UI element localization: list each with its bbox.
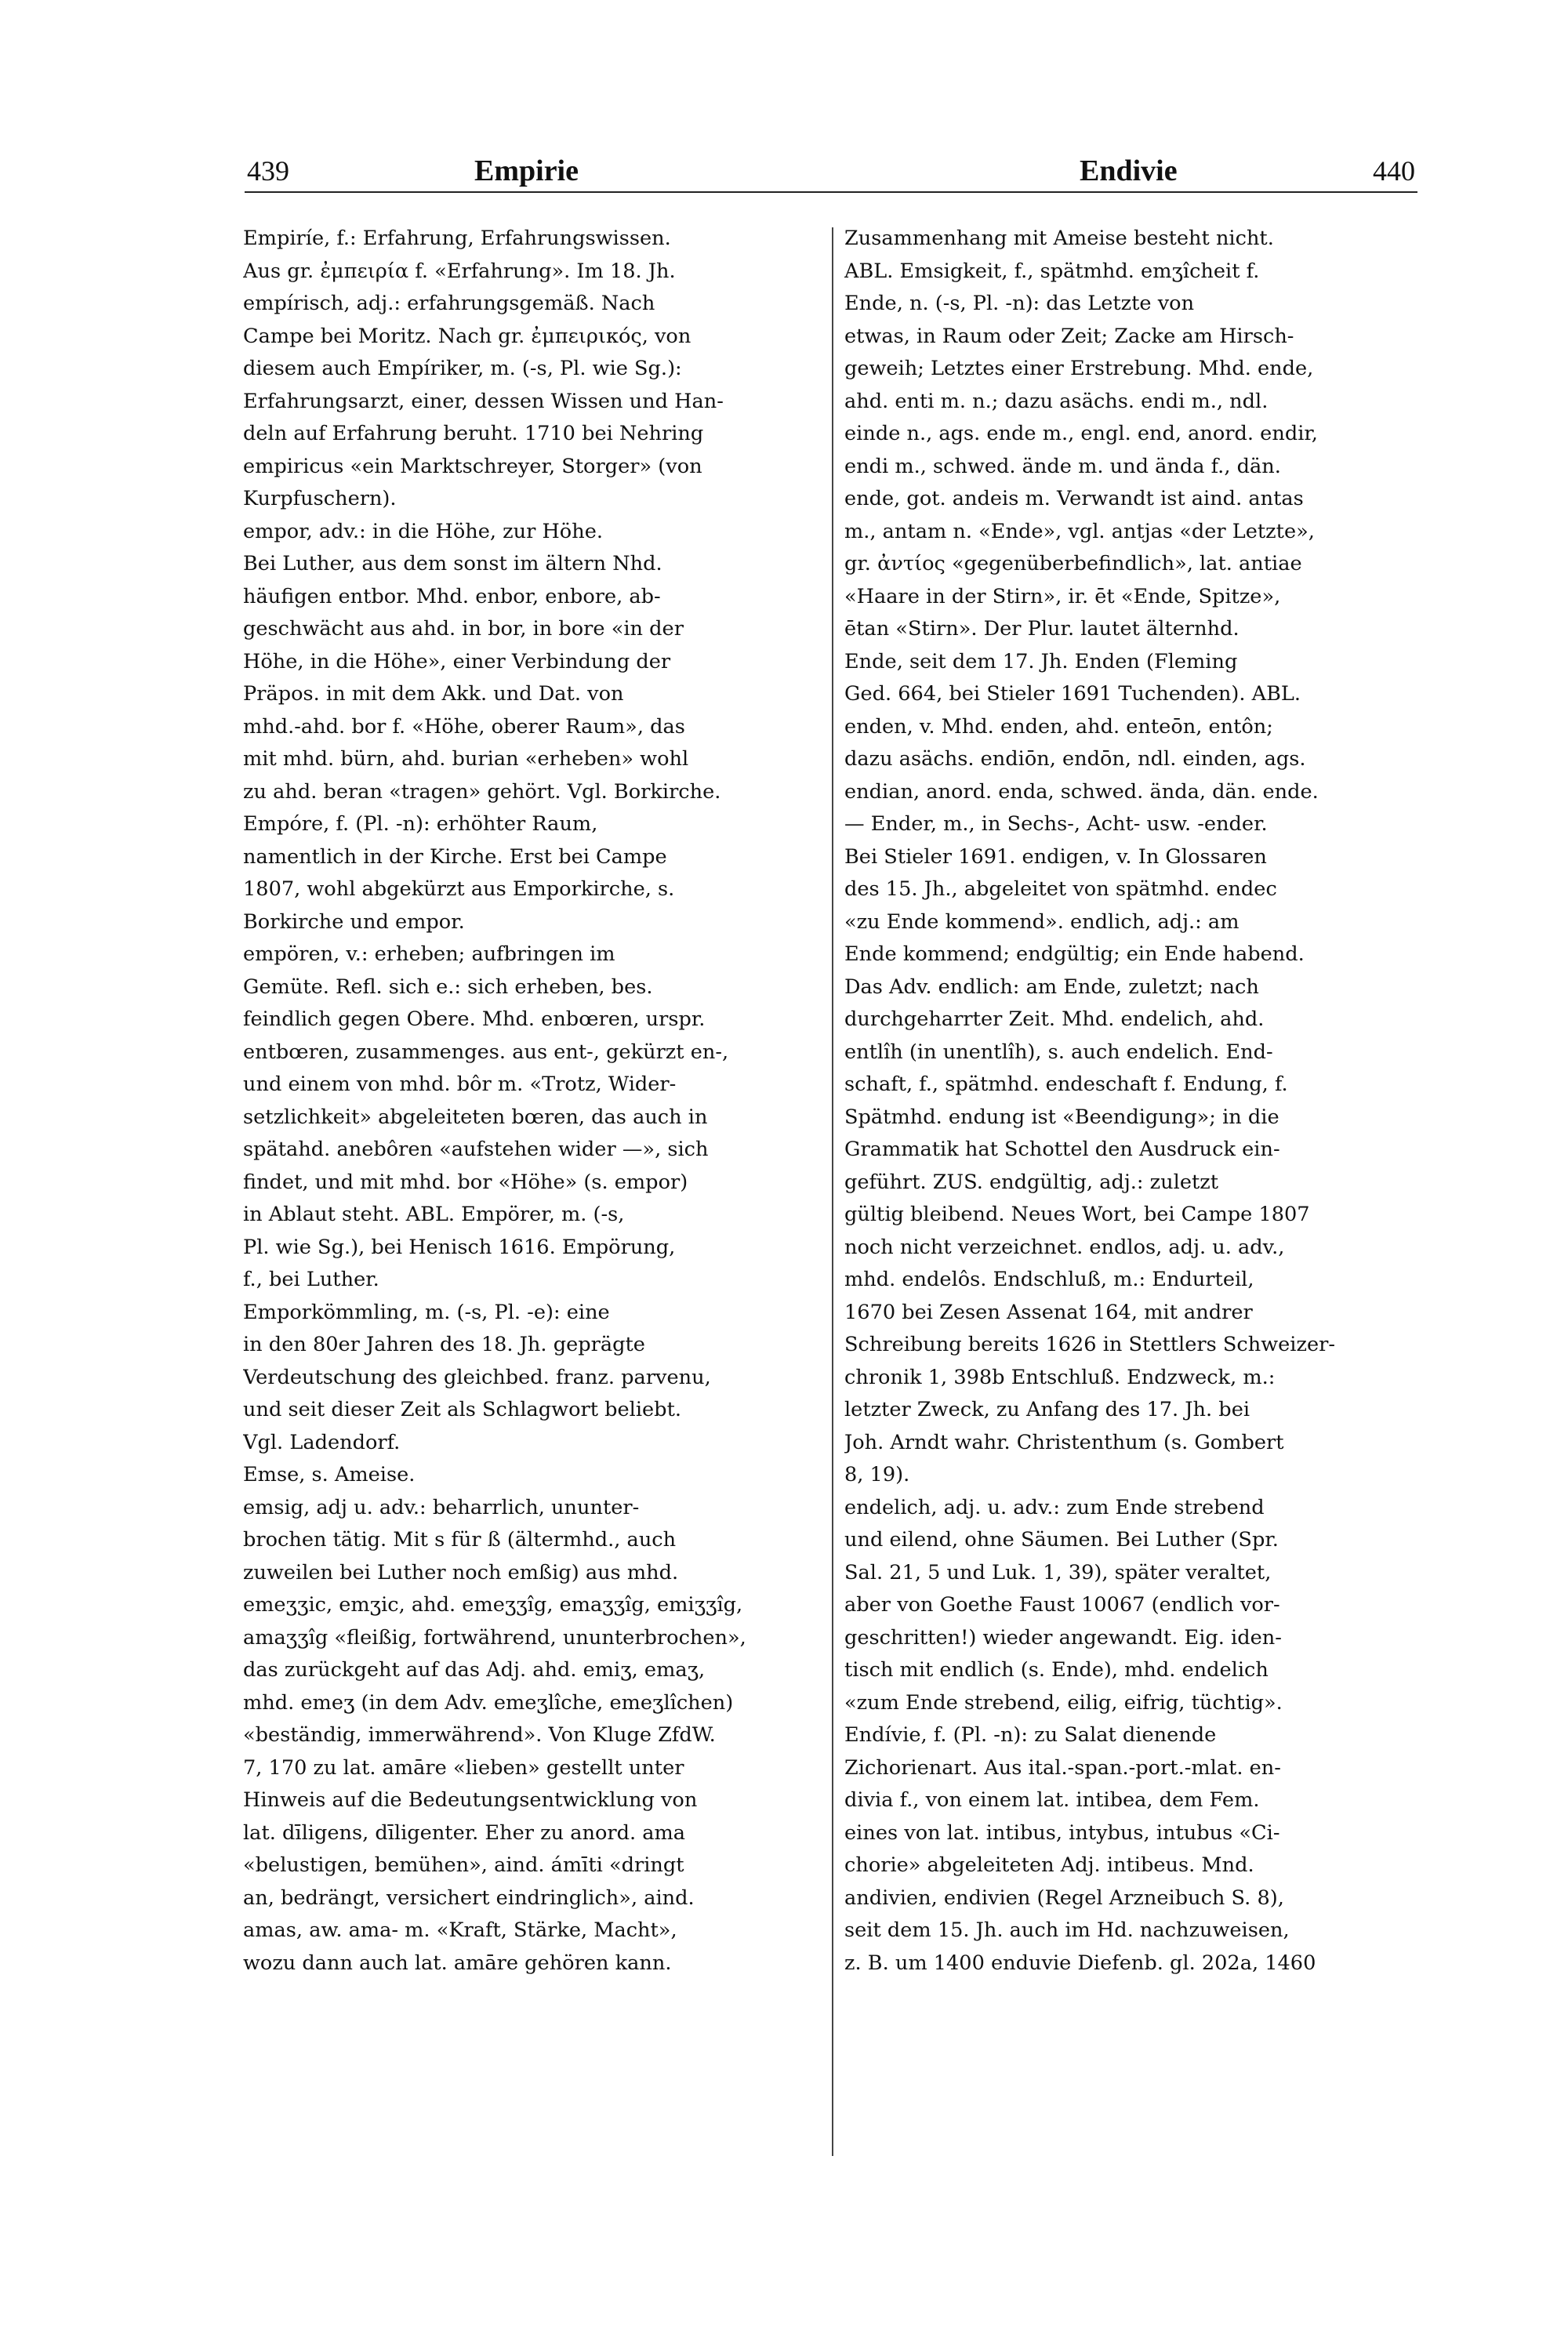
text-line: 7, 170 zu lat. amāre «lieben» gestellt unter bbox=[243, 1755, 684, 1780]
text-line: zu ahd. beran «tragen» gehört. Vgl. Borkirche. bbox=[243, 779, 721, 804]
text-line: endelich, adj. u. adv.: zum Ende strebend bbox=[844, 1495, 1265, 1519]
left-column bbox=[243, 223, 823, 1980]
text-line: Bei Luther, aus dem sonst im ältern Nhd. bbox=[243, 552, 662, 575]
text-line: feindlich gegen Obere. Mhd. enbœren, urspr. bbox=[243, 1007, 706, 1031]
text-line: Ende, seit dem 17. Jh. Enden (Fleming bbox=[844, 649, 1238, 673]
text-line: gültig bleibend. Neues Wort, bei Campe 1807 bbox=[844, 1203, 1310, 1226]
text-line: Zichorienart. Aus ital.-span.-port.-mlat. en- bbox=[844, 1755, 1281, 1780]
text-line: eines von lat. intibus, intybus, intubus «Ci- bbox=[844, 1820, 1280, 1845]
text-line: letzter Zweck, zu Anfang des 17. Jh. bei bbox=[844, 1398, 1250, 1421]
text-line: Aus gr. ἐμπειρία f. «Erfahrung». Im 18. Jh. bbox=[243, 259, 676, 283]
text-line: empiricus «ein Marktschreyer, Storger» (von bbox=[243, 454, 702, 478]
text-line: enden, v. Mhd. enden, ahd. enteōn, entôn; bbox=[844, 714, 1273, 739]
text-line: brochen tätig. Mit s für ß (ältermhd., auch bbox=[243, 1528, 677, 1552]
running-headword-left: Empirie bbox=[474, 154, 579, 187]
text-line: setzlichkeit» abgeleiteten bœren, das auch in bbox=[243, 1105, 708, 1129]
text-line: Ende kommend; endgültig; ein Ende habend. bbox=[844, 942, 1305, 966]
text-line: deln auf Erfahrung beruht. 1710 bei Nehring bbox=[243, 422, 704, 445]
right-column bbox=[844, 223, 1415, 1980]
text-line: 1807, wohl abgekürzt aus Emporkirche, s. bbox=[243, 877, 675, 901]
text-line: — Ender, m., in Sechs-, Acht- usw. -ender. bbox=[844, 812, 1268, 836]
text-line: Joh. Arndt wahr. Christenthum (s. Gombert bbox=[844, 1430, 1284, 1454]
text-line: Bei Stieler 1691. endigen, v. In Glossaren bbox=[844, 844, 1267, 869]
text-line: 8, 19). bbox=[844, 1463, 910, 1486]
text-line: lat. dīligens, dīligenter. Eher zu anord. ama bbox=[243, 1820, 686, 1845]
text-line: findet, und mit mhd. bor «Höhe» (s. empor) bbox=[243, 1170, 688, 1194]
text-line: mhd. emeʒ (in dem Adv. emeʒlîche, emeʒlîchen) bbox=[243, 1690, 734, 1715]
page-number-left: 439 bbox=[247, 155, 289, 187]
text-line: und seit dieser Zeit als Schlagwort beliebt. bbox=[243, 1398, 681, 1421]
text-line: des 15. Jh., abgeleitet von spätmhd. endec bbox=[844, 877, 1277, 901]
text-line: «zum Ende strebend, eilig, eifrig, tüchtig». bbox=[844, 1690, 1283, 1715]
text-line: ahd. enti m. n.; dazu asächs. endi m., ndl. bbox=[844, 389, 1269, 413]
text-line: Empiríe, f.: Erfahrung, Erfahrungswissen. bbox=[243, 227, 671, 250]
page-number-right: 440 bbox=[1373, 155, 1415, 187]
text-line: Endívie, f. (Pl. -n): zu Salat dienende bbox=[844, 1723, 1217, 1747]
text-line: Ende, n. (-s, Pl. -n): das Letzte von bbox=[844, 292, 1195, 315]
text-line: «zu Ende kommend». endlich, adj.: am bbox=[844, 909, 1240, 934]
text-line: wozu dann auch lat. amāre gehören kann. bbox=[243, 1951, 672, 1975]
text-line: diesem auch Empíriker, m. (-s, Pl. wie Sg.): bbox=[243, 357, 682, 380]
text-line: Emse, s. Ameise. bbox=[243, 1463, 416, 1486]
text-line: mit mhd. bürn, ahd. burian «erheben» wohl bbox=[243, 747, 689, 771]
text-line: tisch mit endlich (s. Ende), mhd. endelich bbox=[844, 1658, 1269, 1682]
text-line: an, bedrängt, versichert eindringlich», aind. bbox=[243, 1886, 695, 1910]
text-line: Spätmhd. endung ist «Beendigung»; in die bbox=[844, 1105, 1279, 1129]
text-line: empören, v.: erheben; aufbringen im bbox=[243, 942, 615, 966]
running-headword-right: Endivie bbox=[1080, 154, 1178, 187]
text-line: Das Adv. endlich: am Ende, zuletzt; nach bbox=[844, 975, 1259, 999]
text-line: Verdeutschung des gleichbed. franz. parvenu, bbox=[243, 1365, 711, 1389]
text-line: chronik 1, 398b Entschluß. Endzweck, m.: bbox=[844, 1365, 1276, 1389]
text-line: dazu asächs. endiōn, endōn, ndl. einden, ags. bbox=[844, 747, 1306, 771]
text-line: in den 80er Jahren des 18. Jh. geprägte bbox=[243, 1333, 645, 1356]
text-line: aber von Goethe Faust 10067 (endlich vor- bbox=[844, 1593, 1280, 1617]
text-line: «beständig, immerwährend». Von Kluge ZfdW. bbox=[243, 1723, 716, 1747]
text-line: Zusammenhang mit Ameise besteht nicht. bbox=[844, 227, 1274, 250]
text-line: amas, aw. ama- m. «Kraft, Stärke, Macht», bbox=[243, 1918, 677, 1942]
text-line: ABL. Emsigkeit, f., spätmhd. emʒîcheit f. bbox=[844, 259, 1260, 283]
text-line: zuweilen bei Luther noch emßig) aus mhd. bbox=[243, 1560, 679, 1584]
text-line: in Ablaut steht. ABL. Empörer, m. (-s, bbox=[243, 1203, 625, 1226]
text-line: geweih; Letztes einer Erstrebung. Mhd. ende, bbox=[844, 357, 1314, 380]
text-line: spätahd. anebôren «aufstehen wider —», sich bbox=[243, 1138, 709, 1161]
text-line: Schreibung bereits 1626 in Stettlers Schweizer- bbox=[844, 1333, 1335, 1356]
text-line: Campe bei Moritz. Nach gr. ἐμπειρικός, von bbox=[243, 324, 691, 348]
text-line: einde n., ags. ende m., engl. end, anord. endir, bbox=[844, 422, 1318, 445]
text-line: Pl. wie Sg.), bei Henisch 1616. Empörung, bbox=[243, 1235, 676, 1259]
text-line: endian, anord. enda, schwed. ända, dän. ende. bbox=[844, 779, 1319, 804]
text-line: gr. ἀντίος «gegenüberbefindlich», lat. antiae bbox=[844, 552, 1302, 575]
text-line: das zurückgeht auf das Adj. ahd. emiʒ, emaʒ, bbox=[243, 1658, 706, 1682]
text-line: ende, got. andeis m. Verwandt ist aind. antas bbox=[844, 487, 1304, 510]
text-line: emsig, adj u. adv.: beharrlich, ununter- bbox=[243, 1495, 640, 1519]
text-line: geschritten!) wieder angewandt. Eig. iden- bbox=[844, 1625, 1282, 1650]
header-rule bbox=[245, 191, 1417, 193]
text-line: «belustigen, bemühen», aind. ámīti «dringt bbox=[243, 1853, 684, 1877]
text-line: etwas, in Raum oder Zeit; Zacke am Hirsch- bbox=[844, 324, 1294, 348]
text-line: emeʒʒic, emʒic, ahd. emeʒʒîg, emaʒʒîg, emiʒʒîg, bbox=[243, 1593, 743, 1617]
text-line: Höhe, in die Höhe», einer Verbindung der bbox=[243, 649, 671, 673]
text-line: und eilend, ohne Säumen. Bei Luther (Spr. bbox=[844, 1528, 1279, 1552]
text-line: noch nicht verzeichnet. endlos, adj. u. adv., bbox=[844, 1235, 1285, 1259]
text-line: Emporkömmling, m. (-s, Pl. -e): eine bbox=[243, 1300, 610, 1324]
text-line: namentlich in der Kirche. Erst bei Campe bbox=[243, 844, 667, 869]
text-line: ētan «Stirn». Der Plur. lautet älternhd. bbox=[844, 617, 1240, 641]
text-line: schaft, f., spätmhd. endeschaft f. Endung, f. bbox=[844, 1073, 1288, 1096]
text-line: Empóre, f. (Pl. -n): erhöhter Raum, bbox=[243, 812, 598, 836]
text-line: Sal. 21, 5 und Luk. 1, 39), später veraltet, bbox=[844, 1560, 1272, 1584]
text-line: Ged. 664, bei Stieler 1691 Tuchenden). ABL. bbox=[844, 682, 1301, 706]
text-line: Vgl. Ladendorf. bbox=[243, 1430, 401, 1454]
text-line: «Haare in der Stirn», ir. ēt «Ende, Spitze», bbox=[844, 584, 1281, 608]
text-line: mhd.-ahd. bor f. «Höhe, oberer Raum», das bbox=[243, 714, 685, 739]
text-line: entlîh (in unentlîh), s. auch endelich. End- bbox=[844, 1040, 1273, 1064]
text-line: und einem von mhd. bôr m. «Trotz, Wider- bbox=[243, 1073, 677, 1096]
text-line: f., bei Luther. bbox=[243, 1268, 379, 1291]
text-line: 1670 bei Zesen Assenat 164, mit andrer bbox=[844, 1300, 1253, 1324]
text-line: m., antam n. «Ende», vgl. antjas «der Letzte», bbox=[844, 519, 1315, 543]
text-line: Hinweis auf die Bedeutungsentwicklung von bbox=[243, 1788, 698, 1812]
text-line: mhd. endelôs. Endschluß, m.: Endurteil, bbox=[844, 1268, 1254, 1291]
text-line: häufigen entbor. Mhd. enbor, enbore, ab- bbox=[243, 584, 661, 608]
text-line: seit dem 15. Jh. auch im Hd. nachzuweisen, bbox=[844, 1918, 1290, 1942]
text-line: Präpos. in mit dem Akk. und Dat. von bbox=[243, 682, 624, 706]
running-header bbox=[247, 154, 1415, 188]
text-line: Grammatik hat Schottel den Ausdruck ein- bbox=[844, 1138, 1280, 1161]
text-line: Erfahrungsarzt, einer, dessen Wissen und Han- bbox=[243, 389, 724, 413]
text-line: z. B. um 1400 enduvie Diefenb. gl. 202a, 1460 bbox=[844, 1951, 1316, 1975]
text-line: amaʒʒîg «fleißig, fortwährend, ununterbrochen», bbox=[243, 1625, 746, 1650]
text-line: Gemüte. Refl. sich e.: sich erheben, bes. bbox=[243, 975, 653, 999]
text-line: empor, adv.: in die Höhe, zur Höhe. bbox=[243, 519, 603, 543]
text-line: geführt. ZUS. endgültig, adj.: zuletzt bbox=[844, 1170, 1219, 1194]
text-line: chorie» abgeleiteten Adj. intibeus. Mnd. bbox=[844, 1853, 1254, 1877]
text-line: entbœren, zusammenges. aus ent-, gekürzt en-, bbox=[243, 1040, 729, 1064]
text-line: durchgeharrter Zeit. Mhd. endelich, ahd. bbox=[844, 1007, 1265, 1031]
text-line: Borkirche und empor. bbox=[243, 909, 465, 934]
text-line: Kurpfuschern). bbox=[243, 487, 397, 510]
text-line: empírisch, adj.: erfahrungsgemäß. Nach bbox=[243, 292, 655, 315]
text-line: geschwächt aus ahd. in bor, in bore «in der bbox=[243, 617, 684, 641]
text-line: divia f., von einem lat. intibea, dem Fem. bbox=[844, 1788, 1260, 1812]
text-line: endi m., schwed. ände m. und ända f., dän. bbox=[844, 454, 1281, 478]
column-divider bbox=[832, 227, 833, 2156]
text-line: andivien, endivien (Regel Arzneibuch S. 8), bbox=[844, 1886, 1284, 1910]
